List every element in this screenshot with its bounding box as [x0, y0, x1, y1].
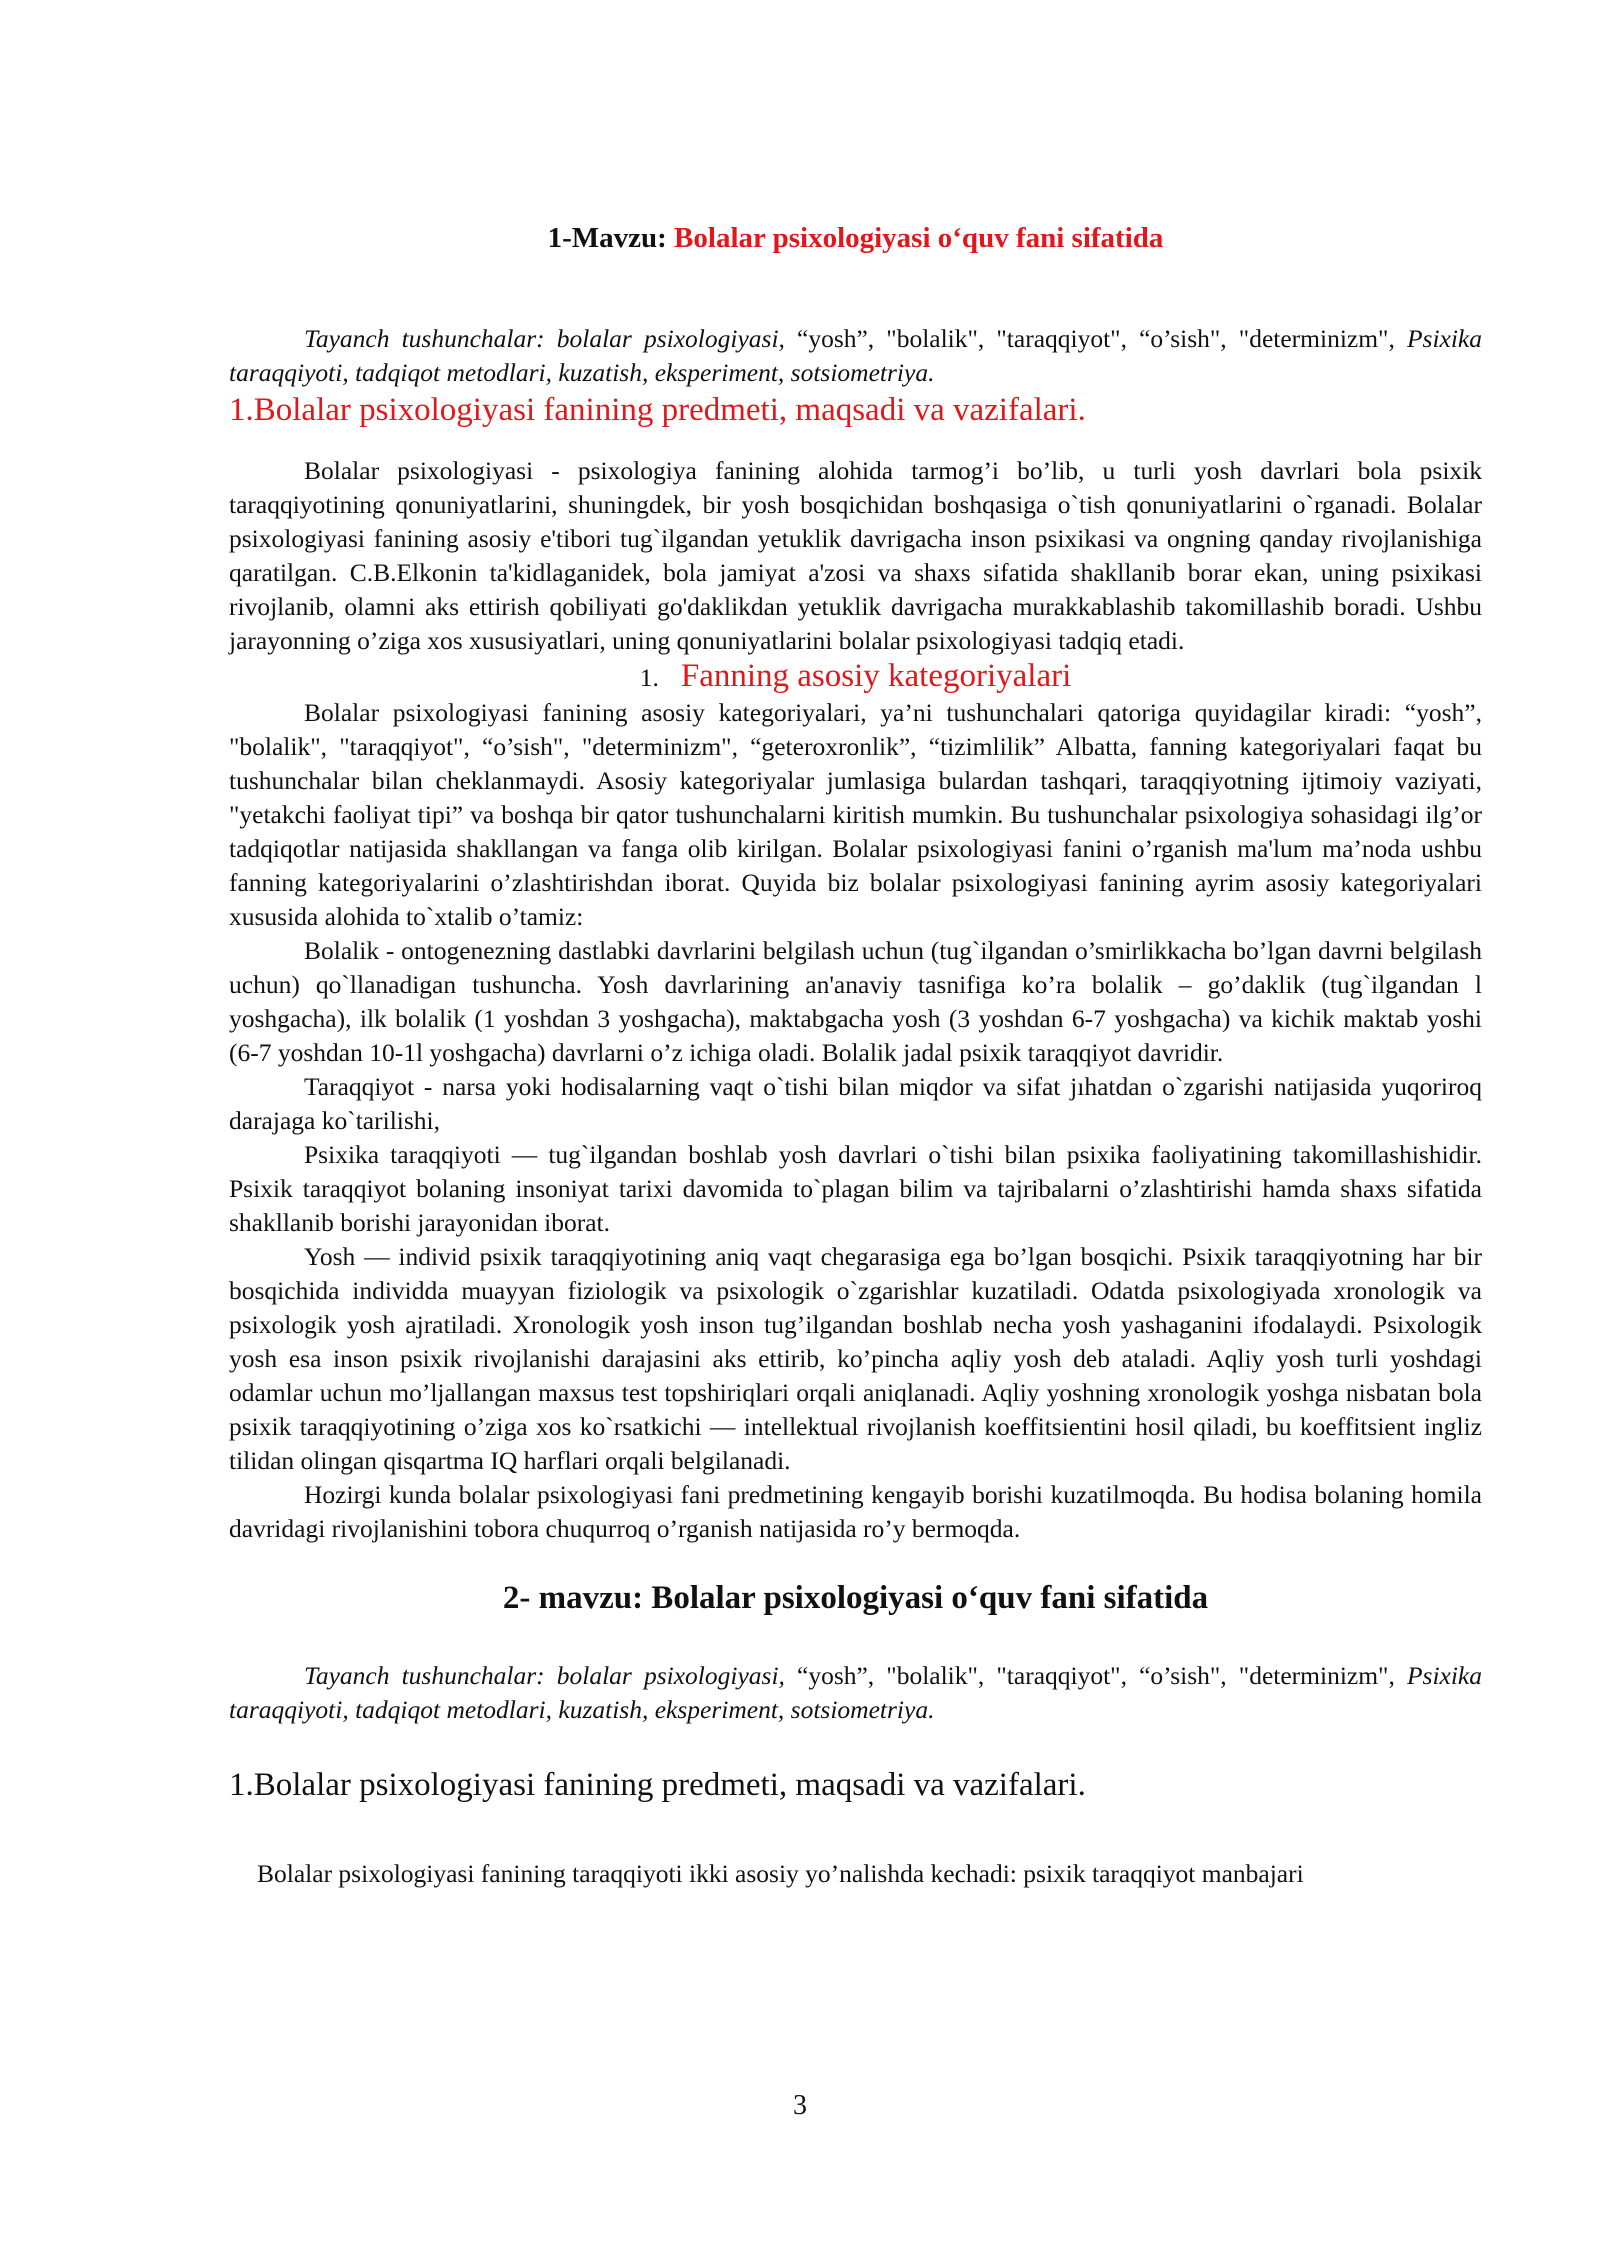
keywords2-italic-lead: bolalar psixologiyasi, [556, 1661, 785, 1690]
keywords1 [229, 322, 1482, 390]
topic1-heading [229, 222, 1482, 255]
keywords2-italic-tail: Psixika taraqqiyoti, tadqiqot metodlari, kuzatish, eksperiment, sotsiometriya. [229, 1661, 1482, 1724]
paragraph-5: Psixika taraqqiyoti — tug`ilgandan boshlab yosh davrlari o`tishi bilan psixika faoliyatining takomillashishidir. Psixik taraqqiyot bolaning insoniyat tarixi davomida to`plagan bilim va tajribalarni o’zlashtirishi hamda shaxs sifatida shakllanib borishi jarayonidan iborat. [229, 1140, 1482, 1237]
subheading-title: Fanning asosiy kategoriyalari [680, 658, 1072, 694]
topic1-title: Bolalar psixologiyasi o‘quv fani sifatida [674, 222, 1164, 254]
keywords1-italic-tail: Psixika taraqqiyoti, tadqiqot metodlari, kuzatish, eksperiment, sotsiometriya. [229, 324, 1482, 387]
keywords1-label: Tayanch tushunchalar: [304, 324, 545, 353]
subheading-number: 1. [639, 663, 659, 692]
topic2-heading: 2- mavzu: Bolalar psixologiyasi o‘quv fani sifatida [502, 1580, 1209, 1616]
section1-title: 1.Bolalar psixologiyasi fanining predmeti, maqsadi va vazifalari. [229, 392, 1086, 428]
keywords1-plain: “yosh”, "bolalik", "taraqqiyot", “o’sish", "determinizm", [784, 324, 1407, 353]
paragraph-2: Bolalar psixologiyasi fanining asosiy kategoriyalari, ya’ni tushunchalari qatoriga quyidagilar kiradi: “yosh”, "bolalik", "taraqqiyot", “o’sish", "determinizm", “geteroxronlik”, “tizimlilik” Albatta, fanning kategoriyalari faqat bu tushunchalar bilan cheklanmaydi. Asosiy kategoriyalar jumlasiga bulardan tashqari, taraqqiyotning ijtimoiy vaziyati, "yetakchi faoliyat tipi” va boshqa bir qator tushunchalarni kiritish mumkin. Bu tushunchalar psixologiya sohasidagi ilg’or tadqiqotlar natijasida shakllangan va fanga olib kirilgan. Bolalar psixologiyasi fanini o’rganish ma'lum ma’noda ushbu fanning kategoriyalarini o’zlashtirishdan iborat. Quyida biz bolalar psixologiyasi fanining ayrim asosiy kategoriyalari xususida alohida to`xtalib o’tamiz: [229, 698, 1482, 931]
paragraph-4: Taraqqiyot - narsa yoki hodisalarning vaqt o`tishi bilan miqdor va sifat jıhatdan o`zgarishi natijasida yuqoriroq darajaga ko`tarilishi, [229, 1072, 1482, 1135]
keywords2-label: Tayanch tushunchalar: [304, 1661, 545, 1690]
section2-title: 1.Bolalar psixologiyasi fanining predmeti, maqsadi va vazifalari. [229, 1767, 1086, 1803]
paragraph-8: Bolalar psixologiyasi fanining taraqqiyoti ikki asosiy yo’nalishda kechadi: psixik taraqqiyot manbajari [257, 1859, 1304, 1888]
keywords2 [229, 1659, 1482, 1727]
keywords2-plain: “yosh”, "bolalik", "taraqqiyot", “o’sish", "determinizm", [784, 1661, 1407, 1690]
keywords1-italic-lead: bolalar psixologiyasi, [556, 324, 785, 353]
paragraph-1: Bolalar psixologiyasi - psixologiya fanining alohida tarmog’i bo’lib, u turli yosh davrlari bola psixik taraqqiyotining qonuniyatlarini, shuningdek, bir yosh bosqichidan boshqasiga o`tish qonuniyatlarini o`rganadi. Bolalar psixologiyasi fanining asosiy e'tibori tug`ilgandan yetuklik davrigacha inson psixikasi va ongning qanday rivojlanishiga qaratilgan. C.B.Elkonin ta'kidlaganidek, bola jamiyat a'zosi va shaxs sifatida shakllanib borar ekan, uning psixikasi rivojlanib, olamni aks ettirish qobiliyati go'daklikdan yetuklik davrigacha murakkablashib takomillashib boradi. Ushbu jarayonning o’ziga xos xususiyatlari, uning qonuniyatlarini bolalar psixologiyasi tadqiq etadi. [229, 456, 1482, 655]
paragraph-3: Bolalik - ontogenezning dastlabki davrlarini belgilash uchun (tug`ilgandan o’smirlikkacha bo’lgan davrni belgilash uchun) qo`llanadigan tushuncha. Yosh davrlarining an'anaviy tasnifiga ko’ra bolalik – go’daklik (tug`ilgandan l yoshgacha), ilk bolalik (1 yoshdan 3 yoshgacha), maktabgacha yosh (3 yoshdan 6-7 yoshgacha) va kichik maktab yoshi (6-7 yoshdan 10-1l yoshgacha) davrlarni o’z ichiga oladi. Bolalik jadal psixik taraqqiyot davridir. [229, 936, 1482, 1067]
topic1-label: 1-Mavzu: [547, 222, 667, 254]
paragraph-6: Yosh — individ psixik taraqqiyotining aniq vaqt chegarasiga ega bo’lgan bosqichi. Psixik taraqqiyotning har bir bosqichida individda muayyan fiziologik va psixologik o`zgarishlar kuzatiladi. Odatda psixologiyada xronologik va psixologik yosh ajratiladi. Xronologik yosh inson tug’ilgandan boshlab necha yosh yashaganini ifodalaydi. Psixologik yosh esa inson psixik rivojlanishi darajasini aks ettirib, ko’pincha aqliy yosh deb ataladi. Aqliy yosh turli yoshdagi odamlar uchun mo’ljallangan maxsus test topshiriqlari orqali aniqlanadi. Aqliy yoshning xronologik yoshga nisbatan bola psixik taraqqiyotining o’ziga xos ko`rsatkichi — intellektual rivojlanish koeffitsientini hosil qiladi, bu koeffitsient ingliz tilidan olingan qisqartma IQ harflari orqali belgilanadi. [229, 1242, 1482, 1475]
page-number: 3 [793, 2090, 807, 2121]
subheading-categories [229, 658, 1482, 696]
paragraph-7: Hozirgi kunda bolalar psixologiyasi fani predmetining kengayib borishi kuzatilmoqda. Bu hodisa bolaning homila davridagi rivojlanishini tobora chuqurroq o’rganish natijasida ro’y bermoqda. [229, 1480, 1482, 1543]
